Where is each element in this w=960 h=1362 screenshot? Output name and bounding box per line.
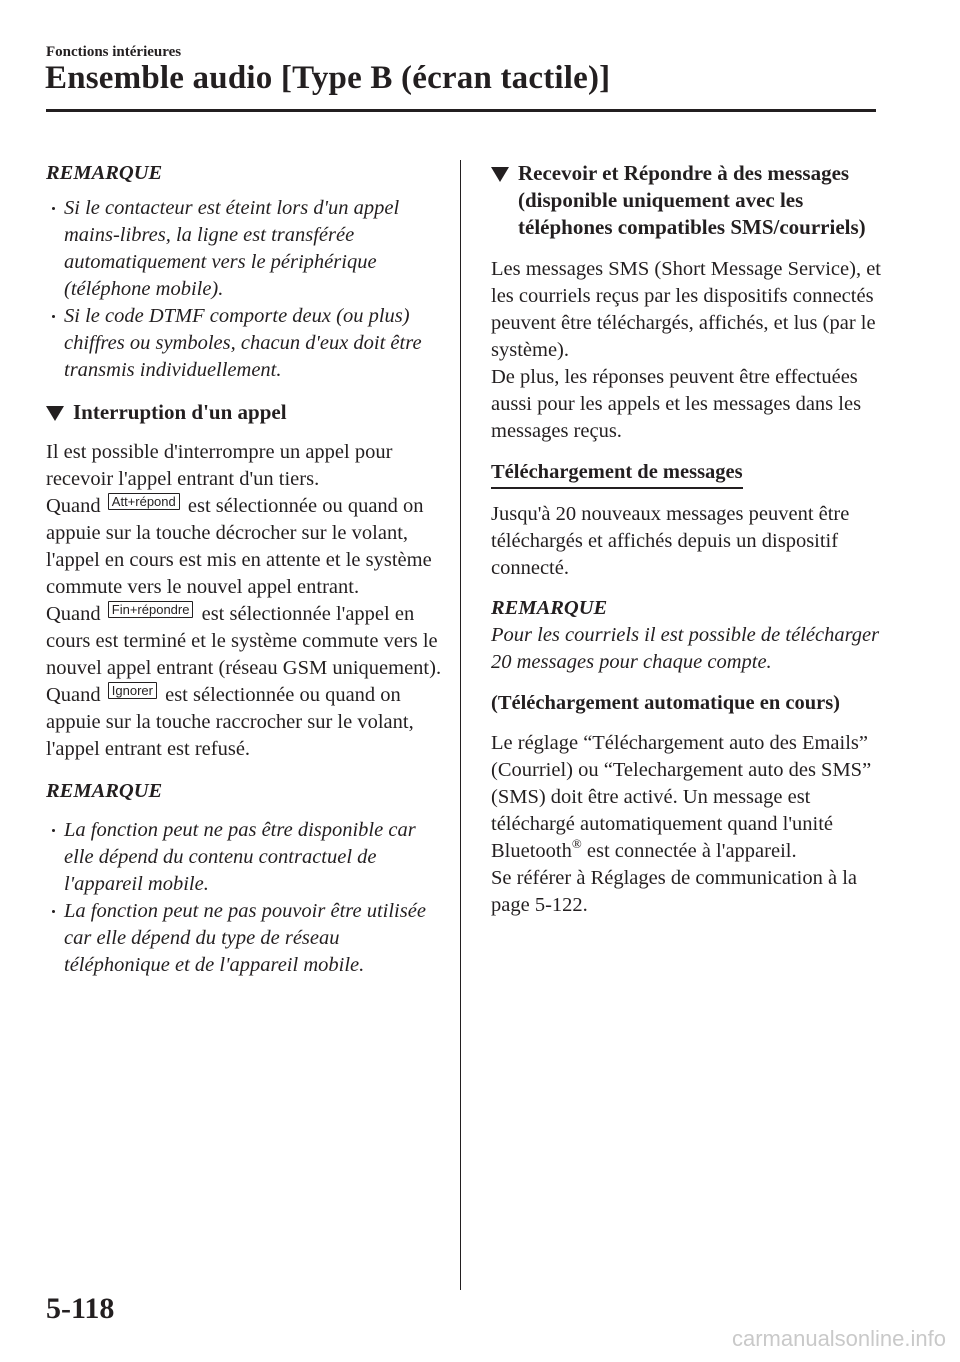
note-title: REMARQUE [46,780,163,802]
subheading: (Téléchargement automatique en cours) [491,692,841,714]
paragraph: Les messages SMS (Short Message Service), et les courriels reçus par les dispositifs connectés peuvent être téléchargés, affichés, et lus (par le système). [491,258,882,361]
bullet-dot [52,829,55,832]
right-column [491,160,886,919]
page-title: Ensemble audio [Type B (écran tactile)] [45,60,611,96]
bullet-dot [52,207,55,210]
paragraph: Il est possible d'interrompre un appel pour recevoir l'appel entrant d'un tiers. [46,441,393,490]
note-item: La fonction peut ne pas pouvoir être utilisée car elle dépend du type de réseau téléphonique et de l'appareil mobile. [46,898,446,979]
registered-mark: ® [571,836,582,851]
note-text: Pour les courriels il est possible de télécharger 20 messages pour chaque compte. [491,624,880,673]
triangle-marker-icon [491,167,509,182]
paragraph: Se référer à Réglages de communication à la page 5-122. [491,867,857,916]
paragraph: De plus, les réponses peuvent être effectuées aussi pour les appels et les messages dans les messages reçus. [491,366,862,442]
att-repond-key: Att+répond [108,493,180,510]
paragraph: Quand Fin+répondre est sélectionnée l'appel en cours est terminé et le système commute vers le nouvel appel entrant (réseau GSM uniquement). [46,602,442,679]
triangle-marker-icon [46,406,64,421]
column-divider [460,160,461,1290]
watermark: carmanualsonline.info [731,1326,946,1351]
note-item: La fonction peut ne pas être disponible car elle dépend du contenu contractuel de l'appareil mobile. [46,817,446,898]
section-heading: Interruption d'un appel [46,399,446,426]
title-rule [46,109,876,112]
note-item: Si le contacteur est éteint lors d'un appel mains-libres, la ligne est transférée automatiquement vers le périphérique (téléphone mobile). [46,195,446,303]
note-item: Si le code DTMF comporte deux (ou plus) chiffres ou symboles, chacun d'eux doit être transmis individuellement. [46,303,446,384]
bullet-dot [52,315,55,318]
paragraph: Le réglage “Téléchargement auto des Emails” (Courriel) ou “Telechargement auto des SMS” (SMS) doit être activé. Un message est téléchargé automatiquement quand l'unité Bluetooth® est connectée à l'appareil. [491,732,872,862]
paragraph: Jusqu'à 20 nouveaux messages peuvent être téléchargés et affichés depuis un dispositif connecté. [491,503,850,579]
bullet-dot [52,910,55,913]
ignorer-key: Ignorer [108,682,157,699]
page-number: 5-118 [46,1292,115,1325]
paragraph: Quand Ignorer est sélectionnée ou quand on appuie sur la touche raccrocher sur le volant, l'appel entrant est refusé. [46,683,414,760]
left-column [46,160,446,979]
paragraph: Quand Att+répond est sélectionnée ou quand on appuie sur la touche décrocher sur le volant, l'appel en cours est mis en attente et le système commute vers le nouvel appel entrant. [46,494,432,598]
section-label: Fonctions intérieures [46,44,182,60]
section-heading: Recevoir et Répondre à des messages (disponible uniquement avec les téléphones compatibles SMS/courriels) [491,160,886,241]
note-title: REMARQUE [491,597,608,619]
note-title: REMARQUE [46,162,163,184]
subheading: Téléchargement de messages [491,459,886,489]
fin-repondre-key: Fin+répondre [108,601,194,618]
